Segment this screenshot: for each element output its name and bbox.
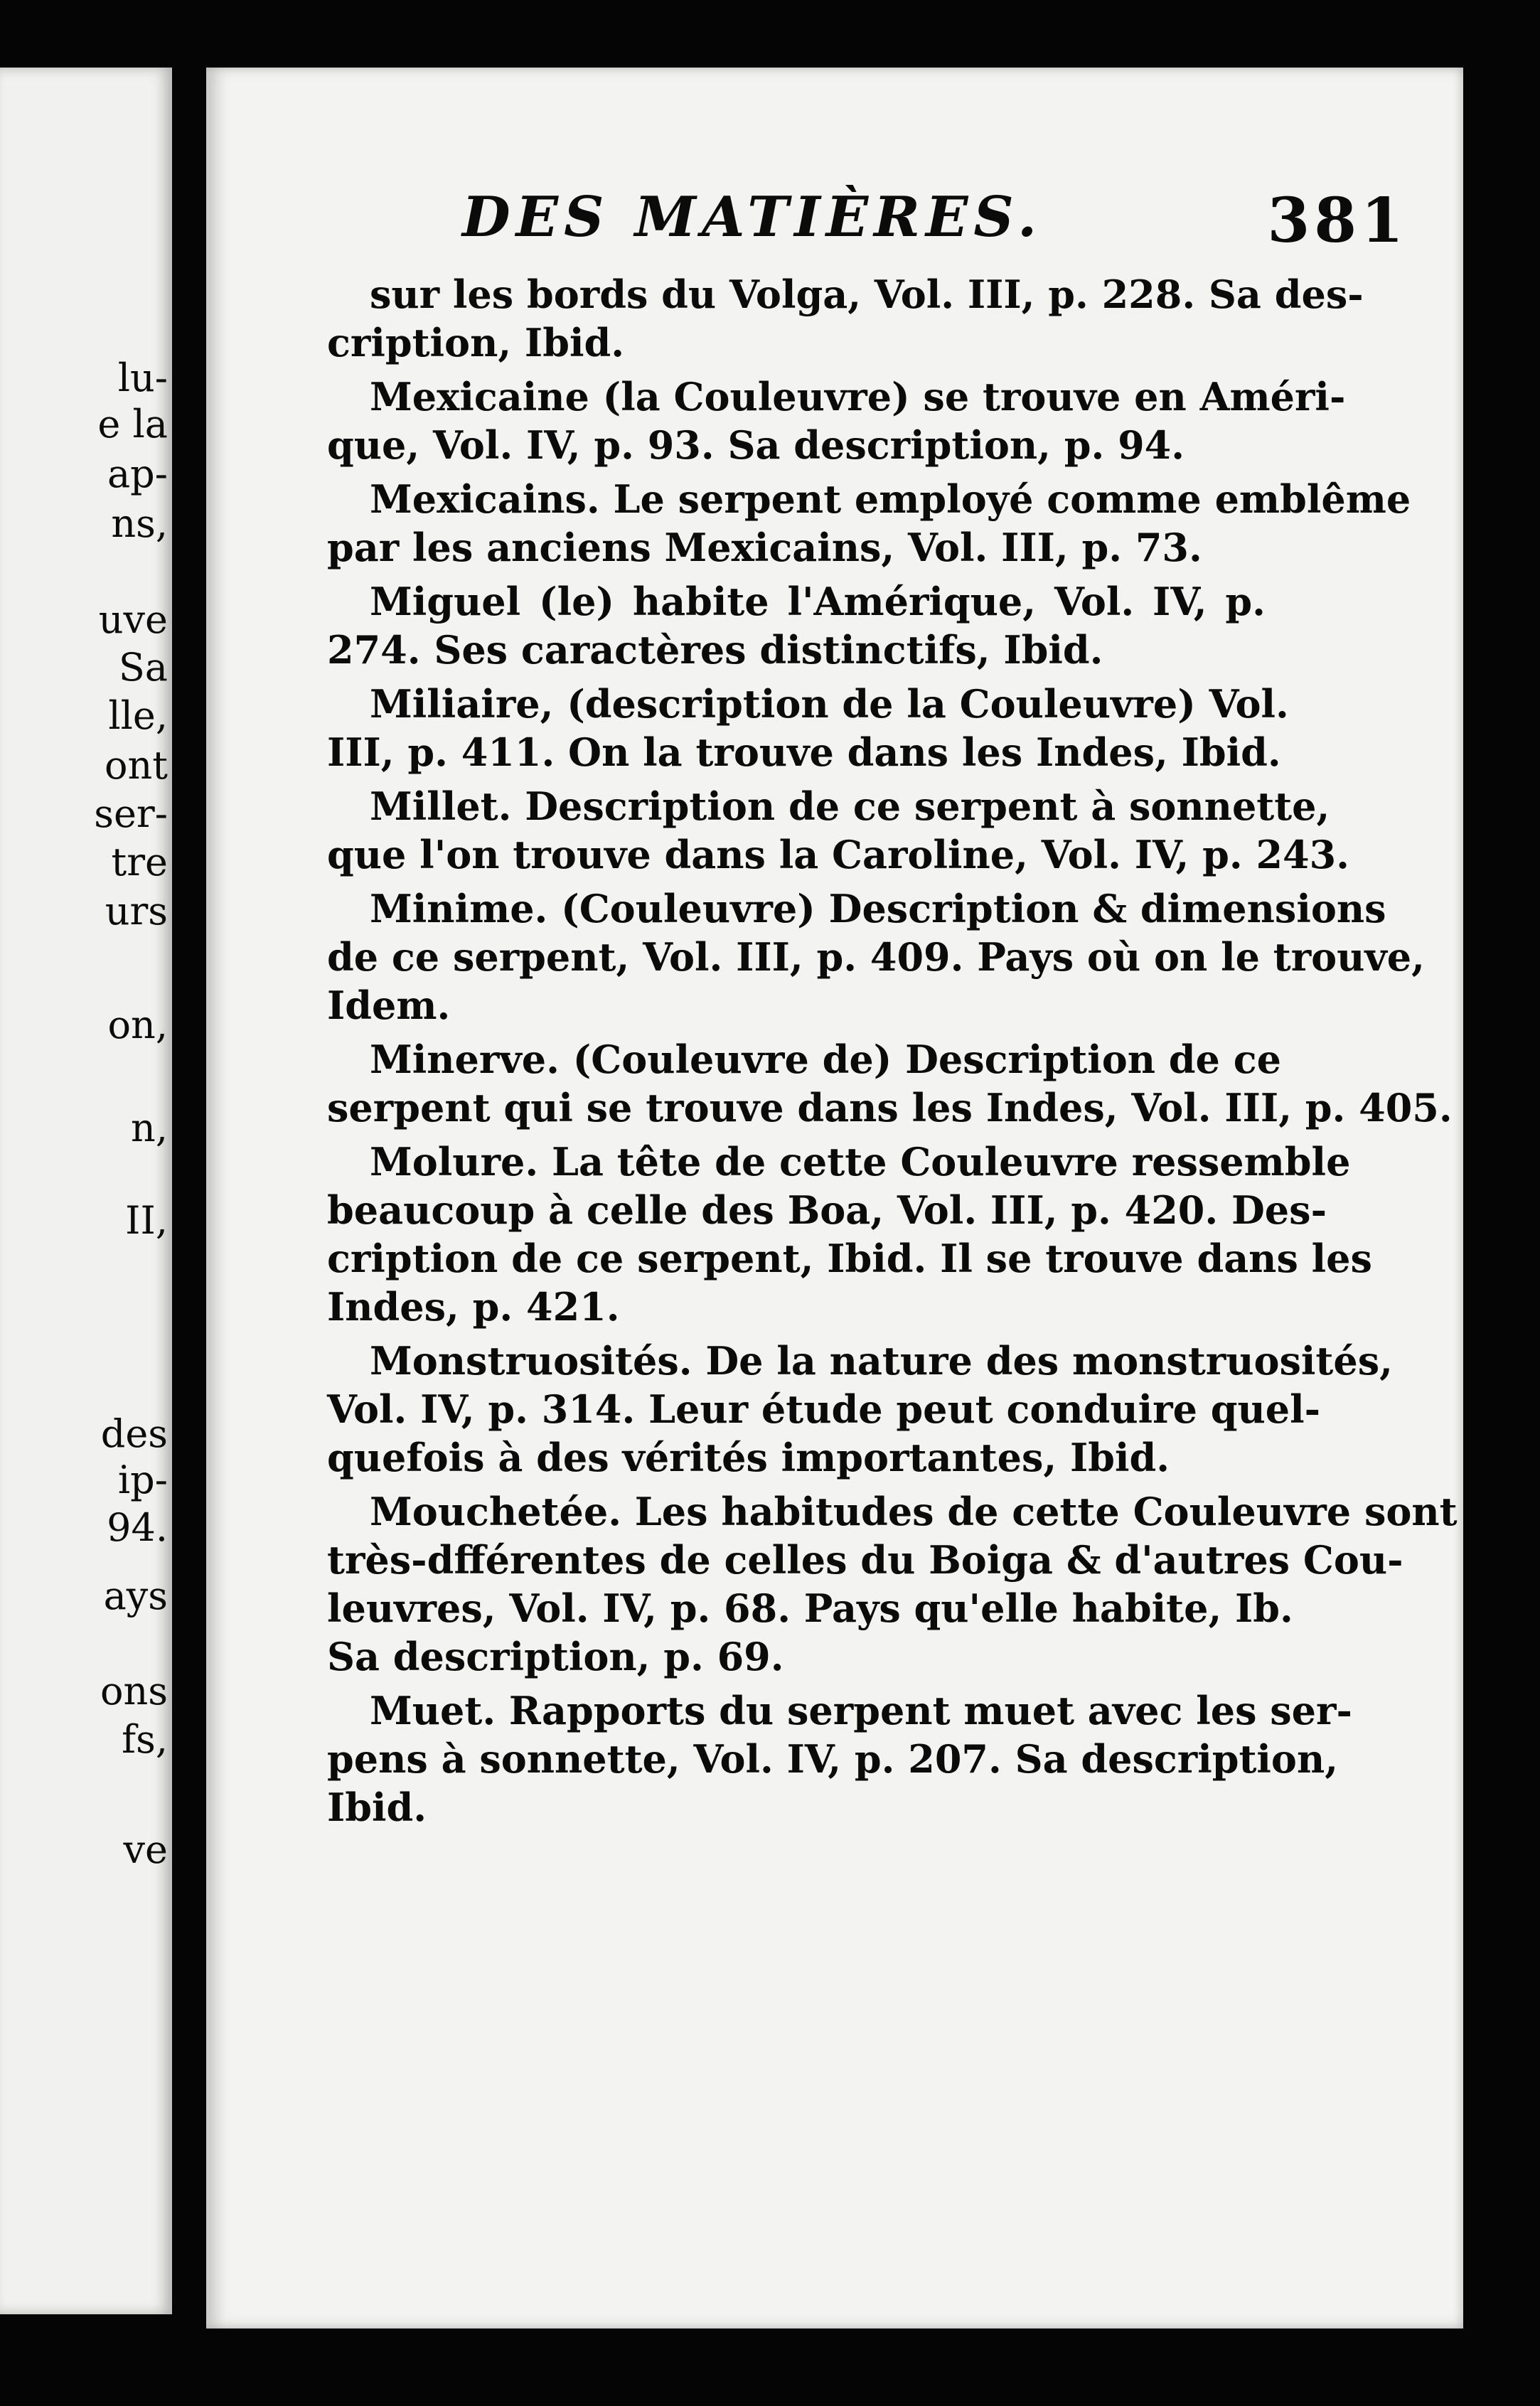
index-entry — [327, 884, 1425, 1030]
left-page-fragment: ons — [100, 1669, 168, 1713]
left-page-fragment: ve — [123, 1827, 168, 1872]
index-entry-first-line: Mexicains. Le serpent employé comme emblême — [370, 476, 1411, 522]
index-entry — [327, 680, 1289, 776]
index-entry — [327, 1035, 1453, 1132]
index-entry-line: beaucoup à celle des Boa, Vol. III, p. 420. Des- — [327, 1187, 1327, 1233]
index-entry-first-line: sur les bords du Volga, Vol. III, p. 228. Sa des- — [370, 272, 1364, 317]
index-entry-line: Indes, p. 421. — [327, 1284, 620, 1330]
index-entry-line: cription de ce serpent, Ibid. Il se trouve dans les — [327, 1236, 1372, 1281]
left-page-fragment: ser- — [94, 791, 168, 836]
index-entry-line: pens à sonnette, Vol. IV, p. 207. Sa description, — [327, 1736, 1339, 1782]
left-page-fragment: des — [100, 1411, 168, 1456]
index-entry-line: leuvres, Vol. IV, p. 68. Pays qu'elle habite, Ib. — [327, 1586, 1293, 1631]
left-page-fragment: Sa — [118, 645, 168, 690]
index-entry-line: serpent qui se trouve dans les Indes, Vol. III, p. 405. — [327, 1085, 1453, 1130]
index-entry-first-line: Mouchetée. Les habitudes de cette Couleuvre sont — [370, 1489, 1458, 1534]
left-page-fragment: uve — [98, 597, 168, 642]
left-page-fragment: urs — [105, 889, 168, 934]
left-page-fragment: lle, — [108, 693, 168, 738]
index-entry-first-line: Molure. La tête de cette Couleuvre ressemble — [370, 1139, 1351, 1185]
index-entry-line: cription, Ibid. — [327, 320, 625, 365]
index-entry-line: Idem. — [327, 983, 451, 1028]
main-page — [206, 68, 1463, 2329]
running-head — [462, 185, 1408, 270]
left-page-fragment: fs, — [122, 1717, 168, 1762]
index-entry-line: que, Vol. IV, p. 93. Sa description, p. 94. — [327, 422, 1185, 468]
index-entry — [327, 1686, 1352, 1832]
index-entry — [327, 475, 1411, 572]
left-page-fragment: e la — [97, 402, 168, 447]
index-entry-line: III, p. 411. On la trouve dans les Indes, Ibid. — [327, 729, 1281, 775]
index-entry-line: que l'on trouve dans la Caroline, Vol. IV, p. 243. — [327, 832, 1349, 877]
left-page-fragment: tre — [111, 840, 168, 884]
index-entry — [327, 373, 1346, 469]
running-title: DES MATIÈRES. — [462, 185, 1043, 250]
index-entry-first-line: Muet. Rapports du serpent muet avec les ser- — [370, 1688, 1352, 1733]
index-entry-line: très-dfférentes de celles du Boiga & d'autres Cou- — [327, 1537, 1403, 1583]
left-facing-page — [0, 68, 172, 2314]
index-entry-first-line: Miguel (le) habite l'Amérique, Vol. IV, p. — [370, 579, 1266, 624]
index-entry-line: Ibid. — [327, 1785, 427, 1830]
index-entry-first-line: Minerve. (Couleuvre de) Description de ce — [370, 1037, 1281, 1082]
index-entry — [327, 1487, 1458, 1681]
index-entry-line: par les anciens Mexicains, Vol. III, p. 73. — [327, 525, 1202, 570]
index-entry-line: de ce serpent, Vol. III, p. 409. Pays où on le trouve, — [327, 934, 1425, 980]
index-entries — [327, 270, 1458, 1837]
index-entry — [327, 1138, 1372, 1331]
page-number: 381 — [1267, 185, 1408, 257]
left-page-fragment: ip- — [117, 1458, 168, 1502]
index-entry-line: 274. Ses caractères distinctifs, Ibid. — [327, 627, 1103, 673]
index-entry-line: Vol. IV, p. 314. Leur étude peut conduire quel- — [327, 1386, 1321, 1432]
index-entry-line: quefois à des vérités importantes, Ibid. — [327, 1435, 1170, 1480]
left-page-fragment: 94. — [107, 1505, 168, 1550]
left-page-fragment: on, — [107, 1002, 168, 1047]
left-page-fragment: n, — [131, 1106, 168, 1150]
index-entry — [327, 782, 1349, 879]
index-entry-first-line: Millet. Description de ce serpent à sonnette, — [370, 784, 1330, 829]
index-entry-first-line: Monstruosités. De la nature des monstruosités, — [370, 1338, 1393, 1384]
left-page-fragment: ns, — [111, 501, 168, 546]
left-page-fragment: ont — [105, 743, 168, 788]
left-page-fragment: ap- — [107, 451, 168, 496]
index-entry — [327, 1337, 1393, 1482]
left-page-fragment: ays — [103, 1573, 168, 1618]
left-page-fragment: lu- — [117, 355, 168, 400]
index-entry — [327, 577, 1266, 674]
index-entry-first-line: Minime. (Couleuvre) Description & dimensions — [370, 886, 1386, 931]
index-entry-first-line: Miliaire, (description de la Couleuvre) Vol. — [370, 681, 1289, 727]
index-entry-first-line: Mexicaine (la Couleuvre) se trouve en Améri- — [370, 374, 1346, 419]
left-page-fragment: II, — [125, 1198, 168, 1243]
index-entry — [327, 270, 1364, 367]
index-entry-line: Sa description, p. 69. — [327, 1634, 784, 1679]
